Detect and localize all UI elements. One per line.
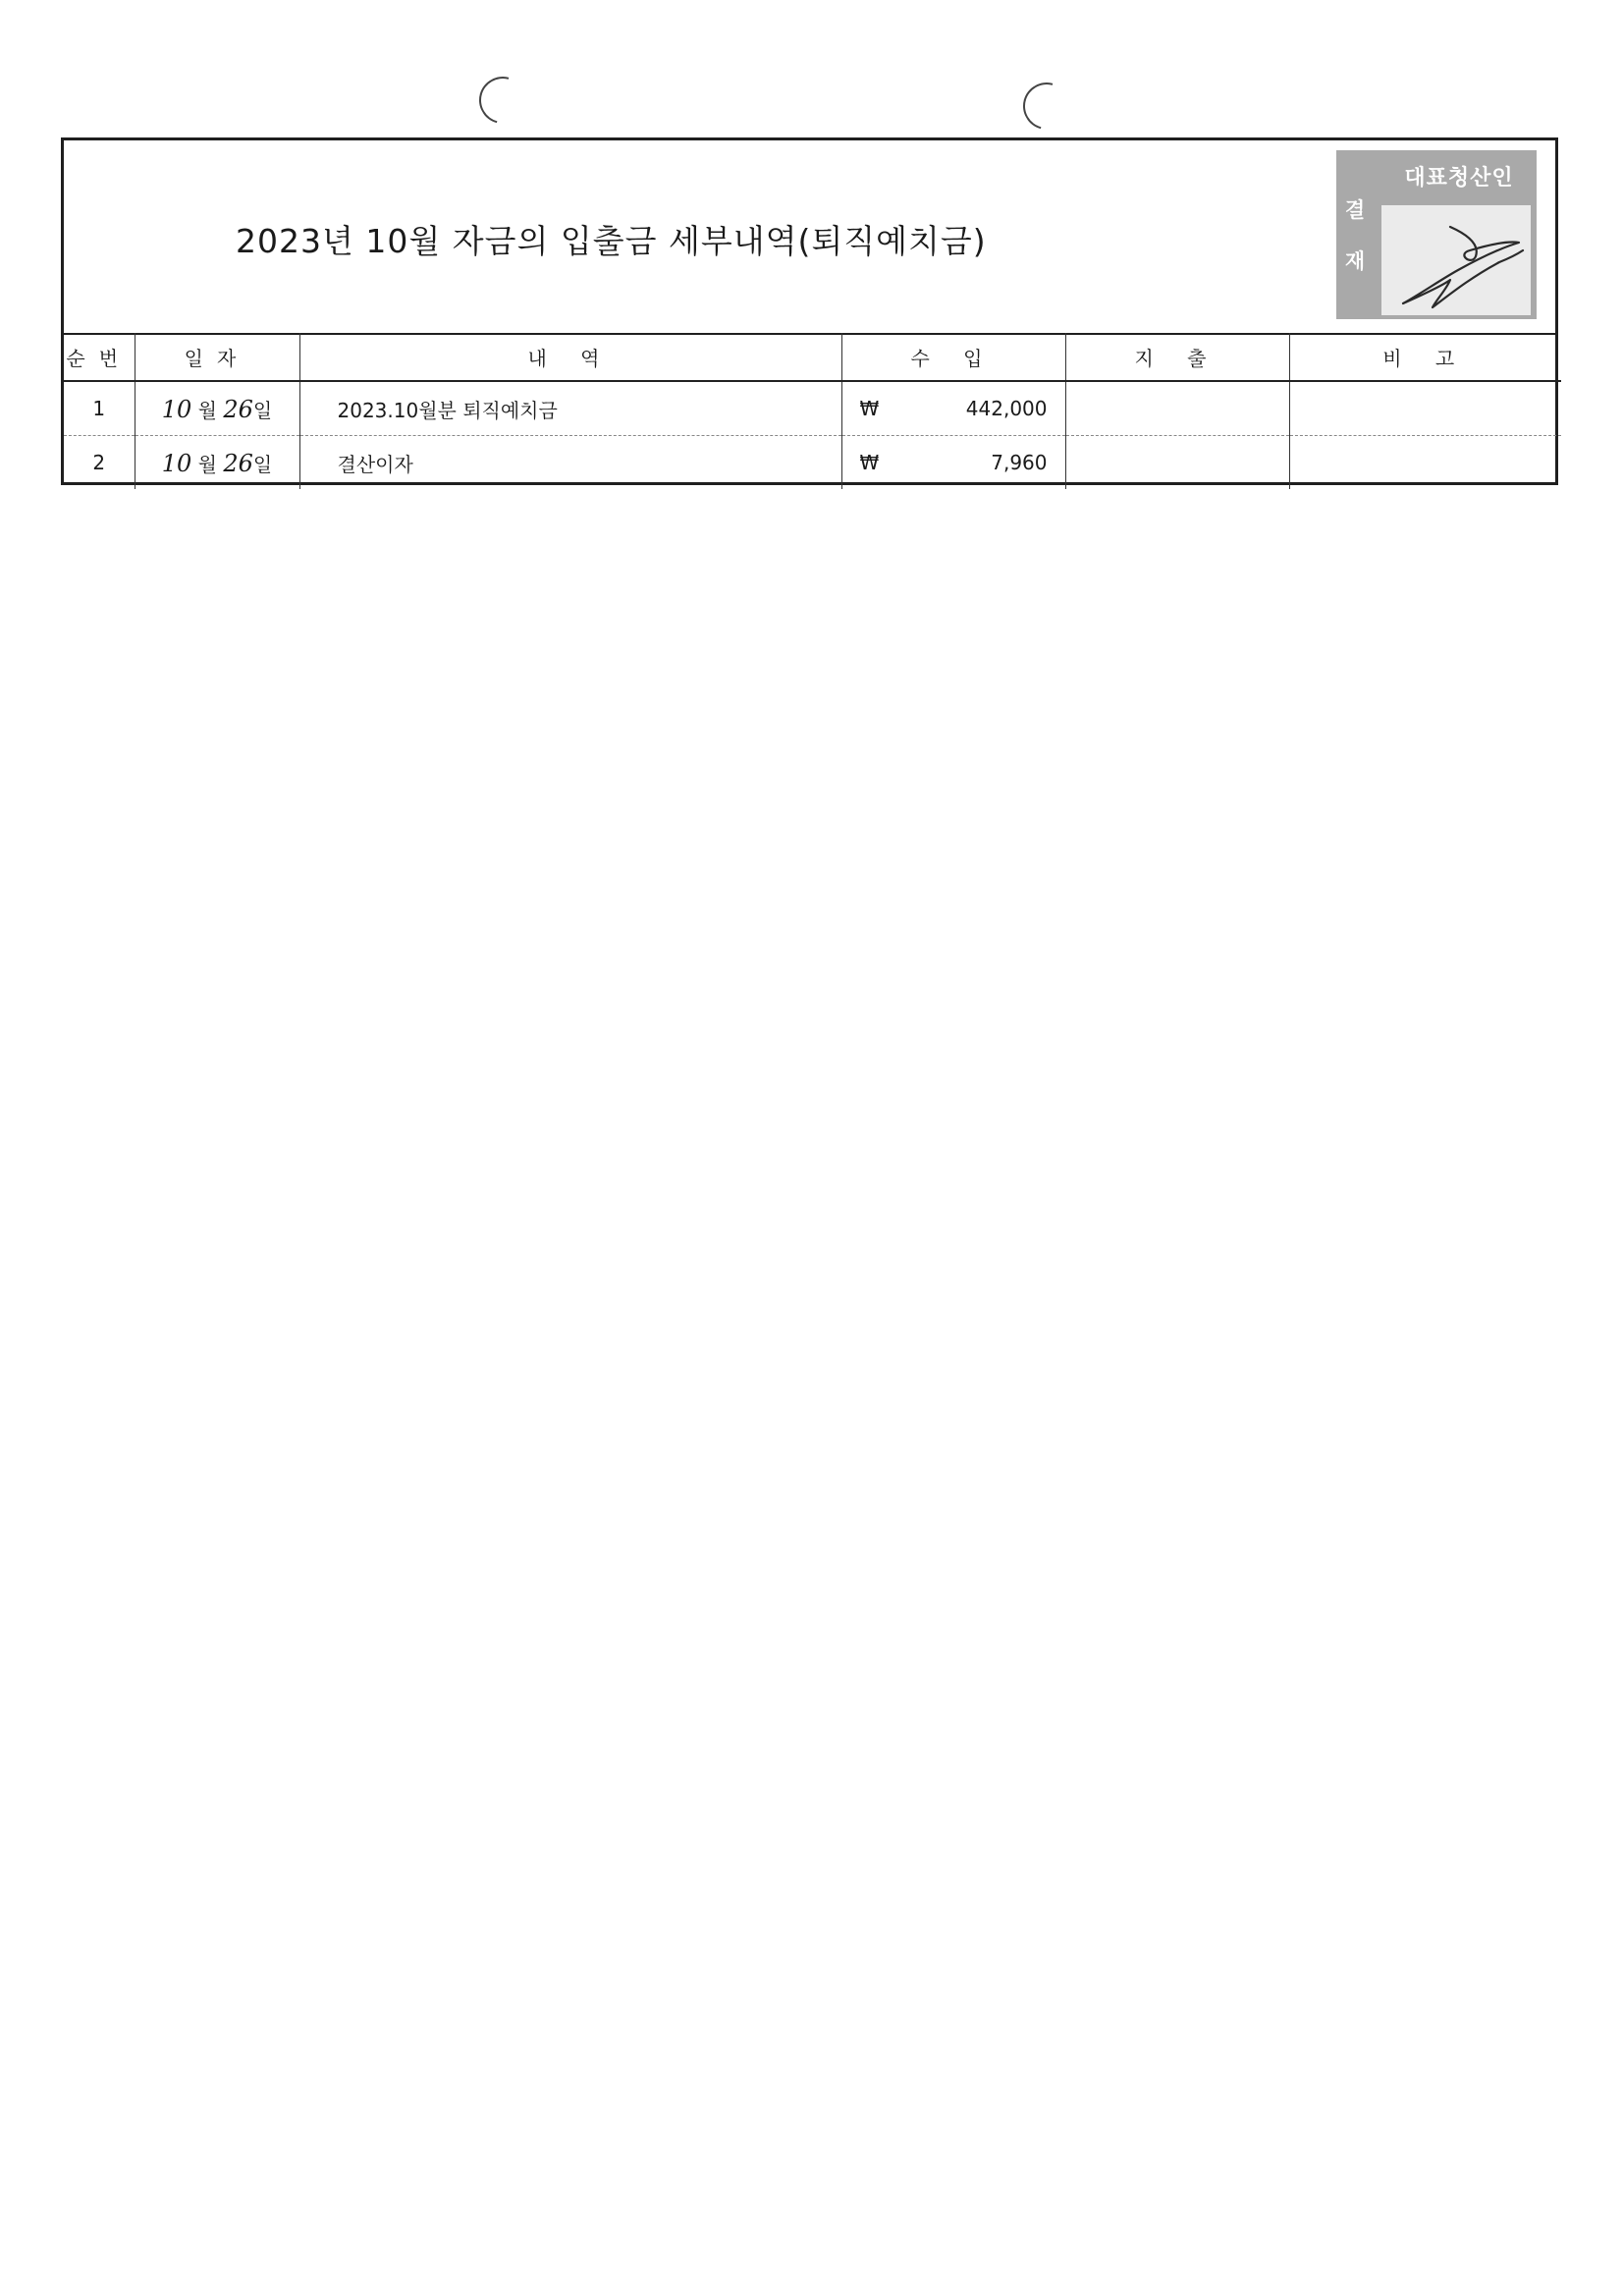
row-no: 1 xyxy=(64,381,135,436)
row-income xyxy=(841,381,1065,436)
table-row xyxy=(64,381,1561,436)
header-date: 일자 xyxy=(135,333,299,381)
row-income xyxy=(841,436,1065,490)
row-desc: 2023.10월분 퇴직예치금 xyxy=(299,381,841,436)
currency-symbol: ₩ xyxy=(859,397,880,420)
date-month-unit: 월 xyxy=(197,452,217,476)
punch-hole-left xyxy=(470,68,535,133)
header-expense: 지 출 xyxy=(1065,333,1289,381)
table-row xyxy=(64,436,1561,490)
income-amount: 7,960 xyxy=(991,451,1048,474)
date-month: 10 xyxy=(161,395,192,423)
date-day: 26 xyxy=(223,449,253,477)
header-area xyxy=(64,140,1555,335)
row-note xyxy=(1289,381,1561,436)
approval-role: 대표청산인 xyxy=(1404,165,1514,191)
transaction-table xyxy=(64,333,1561,489)
row-note xyxy=(1289,436,1561,490)
table-header-row xyxy=(64,333,1561,381)
row-date xyxy=(135,436,299,490)
date-month: 10 xyxy=(161,449,192,477)
date-month-unit: 월 xyxy=(197,398,217,422)
date-day-unit: 일 xyxy=(252,398,273,422)
punch-hole-right xyxy=(1014,74,1079,138)
income-amount: 442,000 xyxy=(965,397,1048,420)
row-no: 2 xyxy=(64,436,135,490)
date-day-unit: 일 xyxy=(252,452,273,476)
signature xyxy=(1381,205,1531,315)
approval-label xyxy=(1336,150,1374,319)
date-day: 26 xyxy=(223,395,253,423)
header-desc: 내 역 xyxy=(299,333,841,381)
header-income: 수 입 xyxy=(841,333,1065,381)
row-expense xyxy=(1065,381,1289,436)
row-date xyxy=(135,381,299,436)
document-title: 2023년 10월 자금의 입출금 세부내역(퇴직예치금) xyxy=(236,222,987,260)
row-desc: 결산이자 xyxy=(299,436,841,490)
signature-drawing xyxy=(1381,205,1531,315)
approval-label-jae: 재 xyxy=(1344,249,1366,273)
approval-label-gyeol: 결 xyxy=(1344,198,1366,222)
header-note: 비 고 xyxy=(1289,333,1561,381)
statement-frame xyxy=(61,137,1558,485)
currency-symbol: ₩ xyxy=(859,451,880,474)
header-no: 순번 xyxy=(64,333,135,381)
row-expense xyxy=(1065,436,1289,490)
approval-stamp-box xyxy=(1336,150,1537,319)
